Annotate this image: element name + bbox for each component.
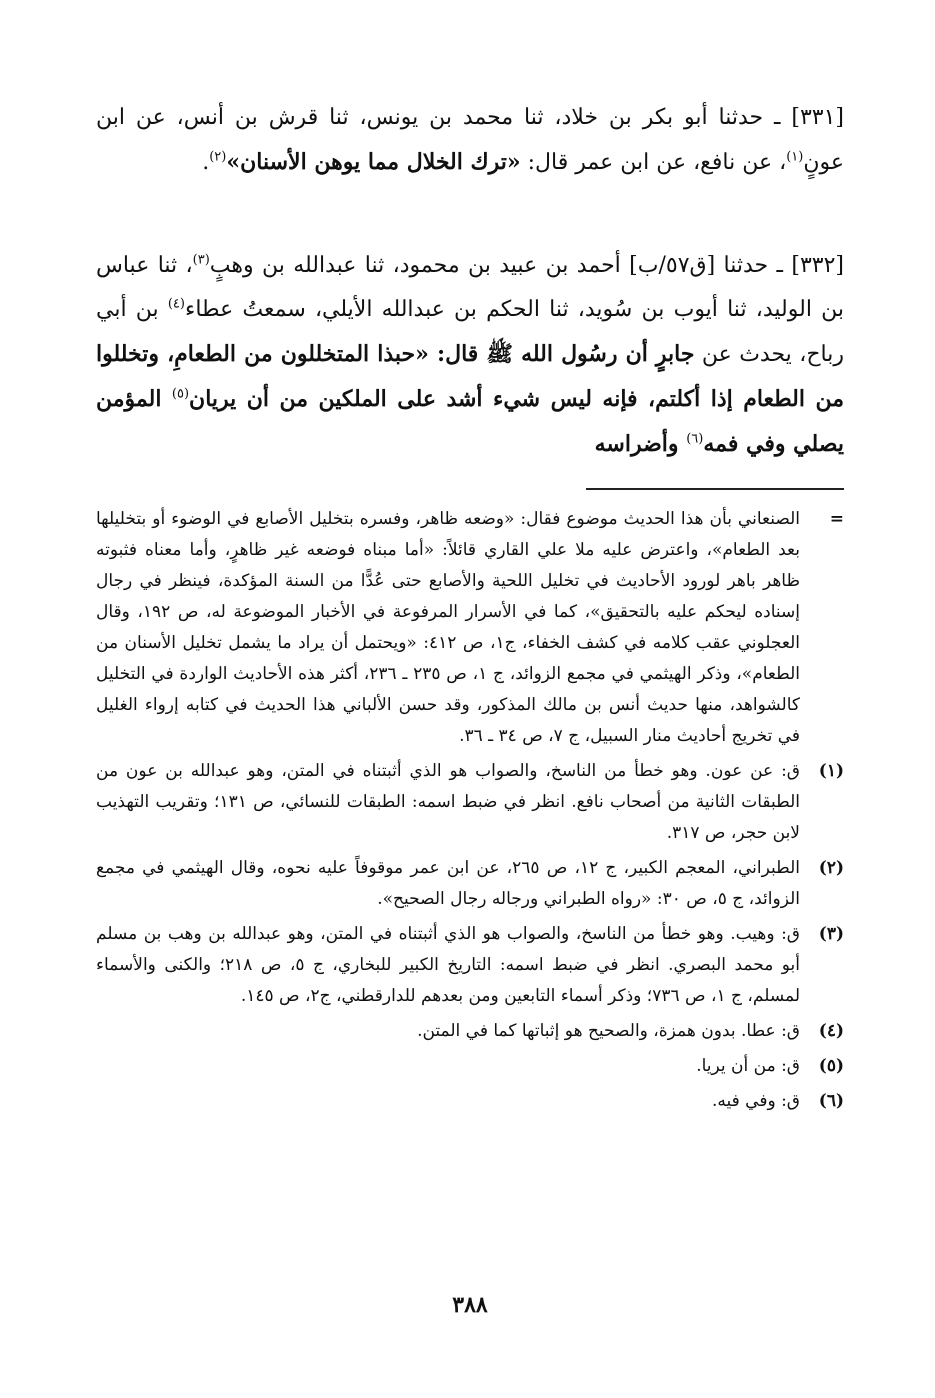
footnote-marker: = [829,509,844,529]
hadith-332 [96,244,844,464]
footnote-6 [96,1086,844,1117]
footnote-text: الطبراني، المعجم الكبير، ج ١٢، ص ٢٦٥، عن ابن عمر موقوفاً عليه نحوه، وقال الهيثمي في مجمع الزوائد، ج ٥، ص ٣٠: «رواه الطبراني ورجاله رجال الصحيح». [96,858,800,909]
hadith-331 [96,96,844,228]
footnote-separator [586,488,844,490]
hadith-331-end: . [202,150,210,175]
book-page [96,96,844,1386]
footnote-marker: (١) [818,761,844,781]
footnote-ref-3: (٣) [192,252,210,268]
footnote-text: ق: عطا. بدون همزة، والصحيح هو إثباتها كما في المتن. [417,1021,800,1041]
page-number: ٣٨٨ [452,1292,488,1318]
footnote-2 [96,853,844,915]
footnote-1 [96,756,844,849]
footnote-ref-5: (٥) [171,386,190,402]
hadith-331-text: [٣٣١] ـ حدثنا أبو بكر بن خلاد، ثنا محمد بن يونس، ثنا قرش بن أنس، عن ابن عونٍ [96,105,844,175]
footnote-marker: (٦) [818,1091,844,1111]
footnote-ref-1: (١) [786,149,804,165]
footnote-continuation [96,504,844,752]
footnote-ref-4: (٤) [167,296,185,312]
footnote-marker: (٥) [818,1056,844,1076]
footnote-text: ق: وفي فيه. [711,1091,800,1111]
footnote-marker: (٣) [818,924,844,944]
hadith-332-text: [٣٣٢] ـ حدثنا [ق٥٧/ب] أحمد بن عبيد بن محمود، ثنا عبدالله بن وهبٍ [209,253,844,278]
hadith-332-quote-end: وأضراسه [594,431,687,457]
hadith-332-quote: جابرٍ أن رسُول الله ﷺ قال: «حبذا المتخللون من الطعامِ، وتخللوا من الطعام إذا أكلتم، فإنه ليس شيء أشد على الملكين من أن يريان [96,341,844,412]
footnote-text: ق: من أن يريا. [696,1056,800,1076]
hadith-332-quote-continued: المؤمن يصلي وفي فمه [96,386,844,457]
footnote-text: الصنعاني بأن هذا الحديث موضوع فقال: «وضعه ظاهر، وفسره بتخليل الأصابع في الوضوء أو بتخليلها بعد الطعام»، واعترض عليه ملا علي القاري قائلاً: «أما مبناه فوضعه غير ظاهرٍ، وأما معناه فثبوته ظاهر باهر لورود الأحاديث في تخليل اللحية والأصابع حتى عُدًّا من السنة المؤكدة، فينظر في رجال إسناده ليحكم عليه بالتحقيق»، كما في الأسرار المرفوعة في الأخبار الموضوعة له، ص ١٩٢، وقال العجلوني عقب كلامه في كشف الخفاء، ج١، ص ٤١٢: «ويحتمل أن يراد ما يشمل تخليل الأسنان من الطعام»، وذكر الهيثمي في مجمع الزوائد، ج ١، ص ٢٣٥ ـ ٢٣٦، أكثر هذه الأحاديث الواردة في التخليل كالشواهد، منها حديث أنس بن مالك المذكور، وقد حسن الألباني هذا الحديث في كتابه إرواء الغليل في تخريج أحاديث منار السبيل، ج ٧، ص ٣٤ ـ ٣٦. [96,509,800,746]
hadith-332-chain: ، ثنا عباس بن الوليد، ثنا أيوب بن سُويد، ثنا الحكم بن عبدالله الأيلي، سمعتُ عطاء [96,253,844,322]
footnote-3 [96,919,844,1012]
hadith-332-chain-end: بن أبي رباح، يحدث عن [96,297,844,367]
footnote-ref-6: (٦) [686,431,704,447]
footnote-text: ق: عن عون. وهو خطأ من الناسخ، والصواب هو الذي أثبتناه في المتن، وهو عبدالله بن عون من الطبقات الثانية من أصحاب نافع. انظر في ضبط اسمه: الطبقات للنسائي، ص ١٣١؛ وتقريب التهذيب لابن حجر، ص ٣١٧. [96,761,801,843]
footnote-ref-2: (٢) [209,149,227,165]
footnote-marker: (٢) [818,858,844,878]
hadith-331-text-continued: ، عن نافع، عن ابن عمر قال: [520,150,787,175]
hadith-331-quote: «ترك الخلال مما يوهن الأسنان» [226,149,521,175]
footnote-5 [96,1051,844,1082]
footnote-4 [96,1016,844,1047]
footnotes [96,504,844,1121]
footnote-marker: (٤) [818,1021,844,1041]
footnote-text: ق: وهيب. وهو خطأ من الناسخ، والصواب هو الذي أثبتناه في المتن، وهو عبدالله بن وهب بن مسلم أبو محمد البصري. انظر في ضبط اسمه: التاريخ الكبير للبخاري، ج ٥، ص ٢١٨؛ والكنى والأسماء لمسلم، ج ١، ص ٧٣٦؛ وذكر أسماء التابعين ومن بعدهم للدارقطني، ج٢، ص ١٤٥. [96,924,800,1006]
